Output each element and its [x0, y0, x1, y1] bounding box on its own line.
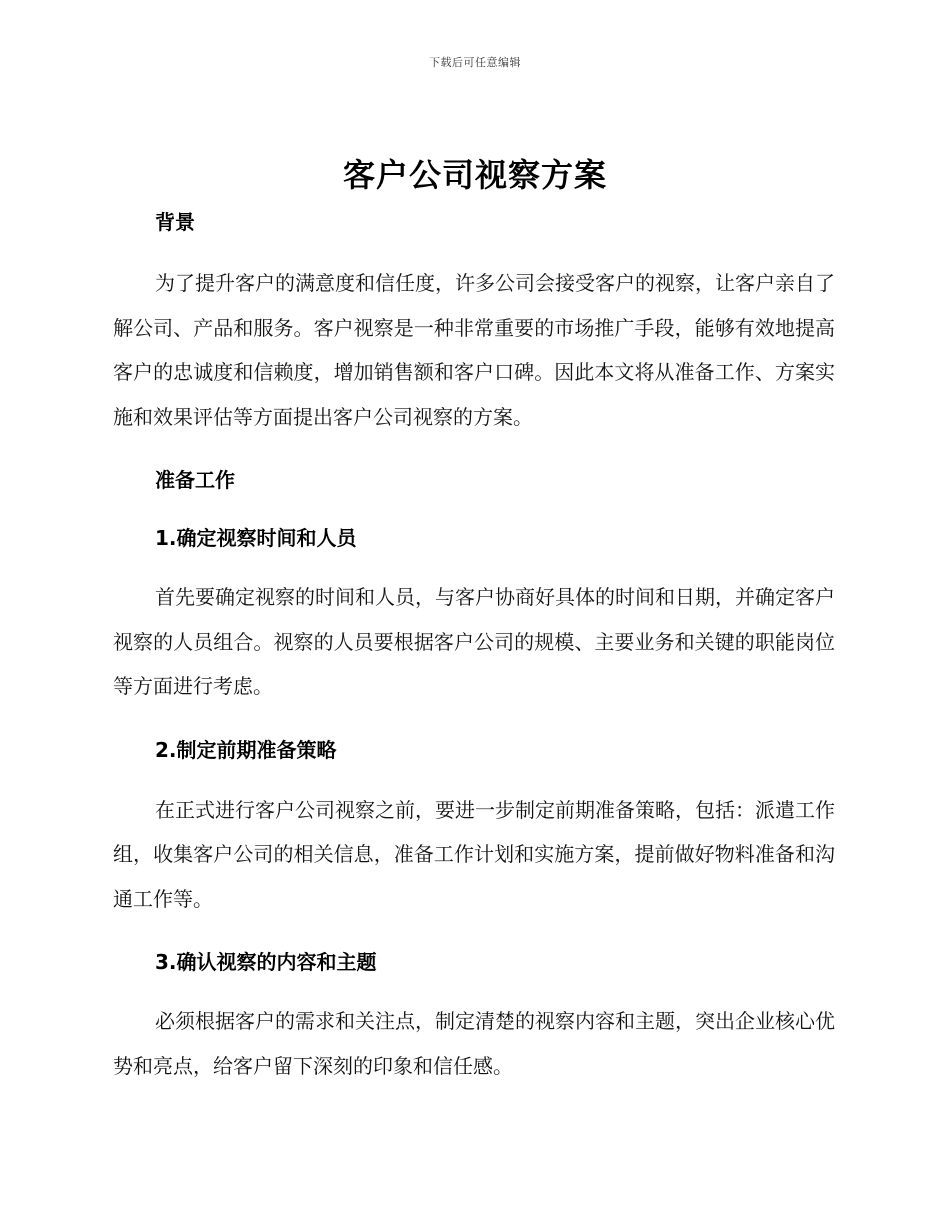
paragraph-item-3: 必须根据客户的需求和关注点，制定清楚的视察内容和主题，突出企业核心优势和亮点，给客户留下深刻的印象和信任感。	[113, 1009, 835, 1078]
header-note: 下载后可任意编辑	[429, 56, 521, 69]
paragraph-background: 为了提升客户的满意度和信任度，许多公司会接受客户的视察，让客户亲自了解公司、产品和服务。客户视察是一种非常重要的市场推广手段，能够有效地提高客户的忠诚度和信赖度，增加销售额和客户口碑。因此本文将从准备工作、方案实施和效果评估等方面提出客户公司视察的方案。	[113, 271, 835, 429]
paragraph-item-1: 首先要确定视察的时间和人员，与客户协商好具体的时间和日期，并确定客户视察的人员组合。视察的人员要根据客户公司的规模、主要业务和关键的职能岗位等方面进行考虑。	[113, 585, 835, 698]
subheading-item-1: 1.确定视察时间和人员	[155, 526, 357, 550]
subheading-item-3: 3.确认视察的内容和主题	[155, 950, 377, 974]
section-heading-preparation: 准备工作	[155, 468, 235, 492]
document-body	[113, 200, 835, 1088]
section-heading-background: 背景	[155, 210, 195, 234]
paragraph-item-2: 在正式进行客户公司视察之前，要进一步制定前期准备策略，包括：派遣工作组，收集客户公司的相关信息，准备工作计划和实施方案，提前做好物料准备和沟通工作等。	[113, 797, 835, 911]
subheading-item-2: 2.制定前期准备策略	[155, 737, 337, 762]
document-title: 客户公司视察方案	[342, 156, 607, 194]
